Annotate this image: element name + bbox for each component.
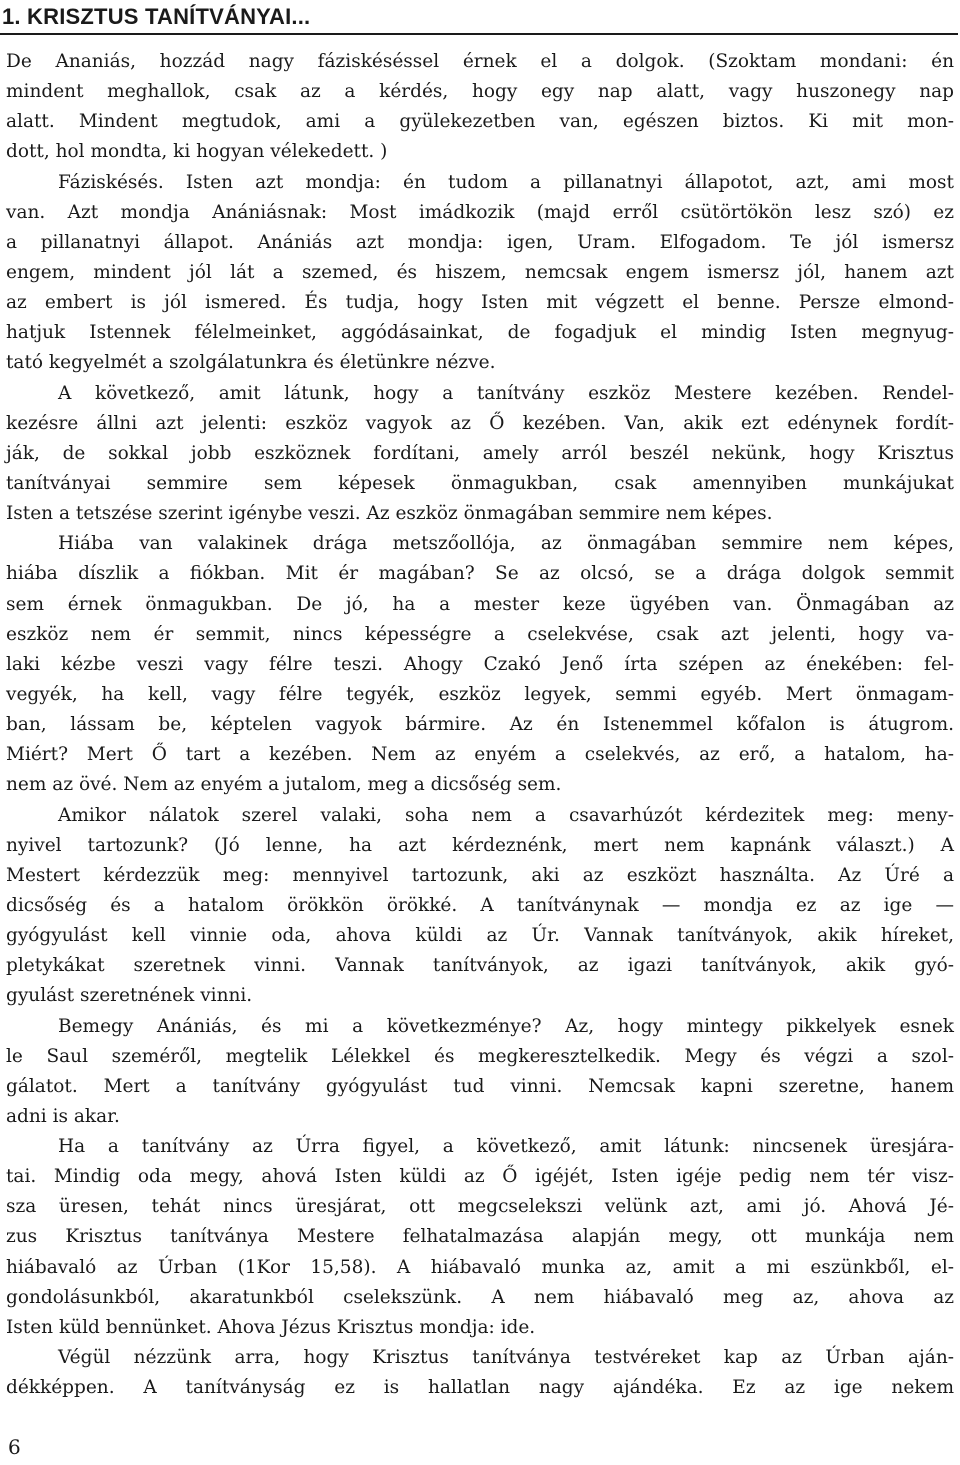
text-line: dicsőség és a hatalom örökkön örökké. A tanítványnak — mondja ez az ige — xyxy=(6,894,954,916)
text-line: Isten küld bennünket. Ahova Jézus Krisztus mondja: ide. xyxy=(6,1316,536,1338)
text-line: Végül nézzünk arra, hogy Krisztus tanítványa testvéreket kap az Úrban aján- xyxy=(58,1347,954,1369)
text-line: az embert is jól ismered. És tudja, hogy Isten mit végzett el benne. Persze elmond- xyxy=(6,292,954,314)
text-line: Hiába van valakinek drága metszőollója, az önmagában semmire nem képes, xyxy=(58,533,954,555)
text-line: hiába díszlik a fiókban. Mit ér magában? Se az olcsó, se a drága dolgok semmit xyxy=(6,563,954,585)
text-line: ják, de sokkal jobb eszköznek fordítani, amely arról beszél nekünk, hogy Krisztus xyxy=(6,442,954,464)
text-line: vegyék, ha kell, vagy félre tegyék, eszköz legyek, semmi egyéb. Mert önmagam- xyxy=(6,683,954,705)
header-divider xyxy=(0,33,958,35)
text-line: laki kézbe veszi vagy félre teszi. Ahogy Czakó Jenő írta szépen az énekében: fel- xyxy=(6,653,954,675)
text-line: A következő, amit látunk, hogy a tanítvány eszköz Mestere kezében. Rendel- xyxy=(58,382,954,404)
text-line: Miért? Mert Ő tart a kezében. Nem az enyém a cselekvés, az erő, a hatalom, ha- xyxy=(6,744,954,766)
page-header xyxy=(0,0,960,40)
text-line: hatjuk Istennek félelmeinket, aggódásainkat, de fogadjuk el mindig Isten megnyug- xyxy=(6,322,954,344)
text-line: kezésre állni azt jelenti: eszköz vagyok az Ő kezében. Van, akik ezt edénynek fordít- xyxy=(6,412,954,434)
text-line: tanítványai semmire sem képesek önmagukban, csak amennyiben munkájukat xyxy=(6,472,954,494)
text-line: De Ananiás, hozzád nagy fáziskéséssel érnek el a dolgok. (Szoktam mondani: én xyxy=(6,51,954,72)
text-line: sem érnek önmagukban. De jó, ha a mester keze ügyében van. Önmagában az xyxy=(6,593,954,615)
text-line: zus Krisztus tanítványa Mestere felhatalmazása alapján megy, ott munkája nem xyxy=(6,1226,954,1248)
text-line: sza üresen, tehát nincs üresjárat, ott megcselekszi velünk azt, ami jó. Ahová Jé- xyxy=(6,1196,954,1218)
text-line: dékképpen. A tanítványság ez is hallatlan nagy ajándéka. Ez az ige nekem xyxy=(6,1377,954,1399)
text-line: mindent meghallok, csak az a kérdés, hogy egy nap alatt, vagy huszonegy nap xyxy=(6,81,954,103)
text-line: hiábavaló az Úrban (1Kor 15,58). A hiábavaló munka az, amit a mi eszünkből, el- xyxy=(6,1256,954,1278)
chapter-title: 1. KRISZTUS TANÍTVÁNYAI... xyxy=(2,4,311,29)
text-line: gyógyulást kell vinnie oda, ahova küldi az Úr. Vannak tanítványok, akik híreket, xyxy=(6,925,954,947)
text-line: eszköz nem ér semmit, nincs képességre a cselekvése, csak azt jelenti, hogy va- xyxy=(6,623,954,645)
text-line: nyivel tartozunk? (Jó lenne, ha azt kérdeznénk, mert nem kapnánk választ.) A xyxy=(6,834,954,856)
text-line: Amikor nálatok szerel valaki, soha nem a csavarhúzót kérdezitek meg: meny- xyxy=(58,804,954,826)
text-line: adni is akar. xyxy=(6,1105,120,1127)
text-line: tai. Mindig oda megy, ahová Isten küldi az Ő igéjét, Isten igéje pedig nem tér visz- xyxy=(6,1166,954,1188)
text-line: nem az övé. Nem az enyém a jutalom, meg a dicsőség sem. xyxy=(6,774,562,796)
text-line: alatt. Mindent megtudok, ami a gyülekezetben van, egészen biztos. Ki mit mon- xyxy=(6,111,954,133)
text-line: dott, hol mondta, ki hogyan vélekedett. ) xyxy=(6,141,388,163)
text-line: Fáziskésés. Isten azt mondja: én tudom a pillanatnyi állapotot, azt, ami most xyxy=(58,171,954,193)
text-line: Mestert kérdezzük meg: mennyivel tartozunk, aki az eszközt használta. Az Úré a xyxy=(6,864,954,886)
text-line: Ha a tanítvány az Úrra figyel, a következő, amit látunk: nincsenek üresjára- xyxy=(58,1136,954,1158)
text-line: pletykákat szeretnek vinni. Vannak tanítványok, az igazi tanítványok, akik gyó- xyxy=(6,955,954,977)
body-text xyxy=(6,47,954,1403)
text-line: ban, lássam be, képtelen vagyok bármire. Az én Istenemmel kőfalon is átugrom. xyxy=(6,714,954,736)
text-line: gondolásunkból, akaratunkból cselekszünk. A nem hiábavaló meg az, ahova az xyxy=(6,1286,954,1308)
text-line: le Saul szeméről, megtelik Lélekkel és megkeresztelkedik. Megy és végzi a szol- xyxy=(6,1045,954,1067)
text-line: gyulást szeretnének vinni. xyxy=(6,985,253,1007)
page-number: 6 xyxy=(8,1435,21,1459)
text-line: engem, mindent jól lát a szemed, és hiszem, nemcsak engem ismersz jól, hanem azt xyxy=(6,261,954,283)
text-line: Isten a tetszése szerint igénybe veszi. Az eszköz önmagában semmire nem képes. xyxy=(6,503,773,525)
text-line: van. Azt mondja Anániásnak: Most imádkozik (majd erről csütörtökön lesz szó) ez xyxy=(6,201,954,223)
text-line: a pillanatnyi állapot. Anániás azt mondja: igen, Uram. Elfogadom. Te jól ismersz xyxy=(6,231,954,253)
text-line: gálatot. Mert a tanítvány gyógyulást tud vinni. Nemcsak kapni szeretne, hanem xyxy=(6,1075,954,1097)
text-line: Bemegy Anániás, és mi a következménye? Az, hogy mintegy pikkelyek esnek xyxy=(58,1015,954,1037)
text-line: tató kegyelmét a szolgálatunkra és életünkre nézve. xyxy=(6,352,496,374)
